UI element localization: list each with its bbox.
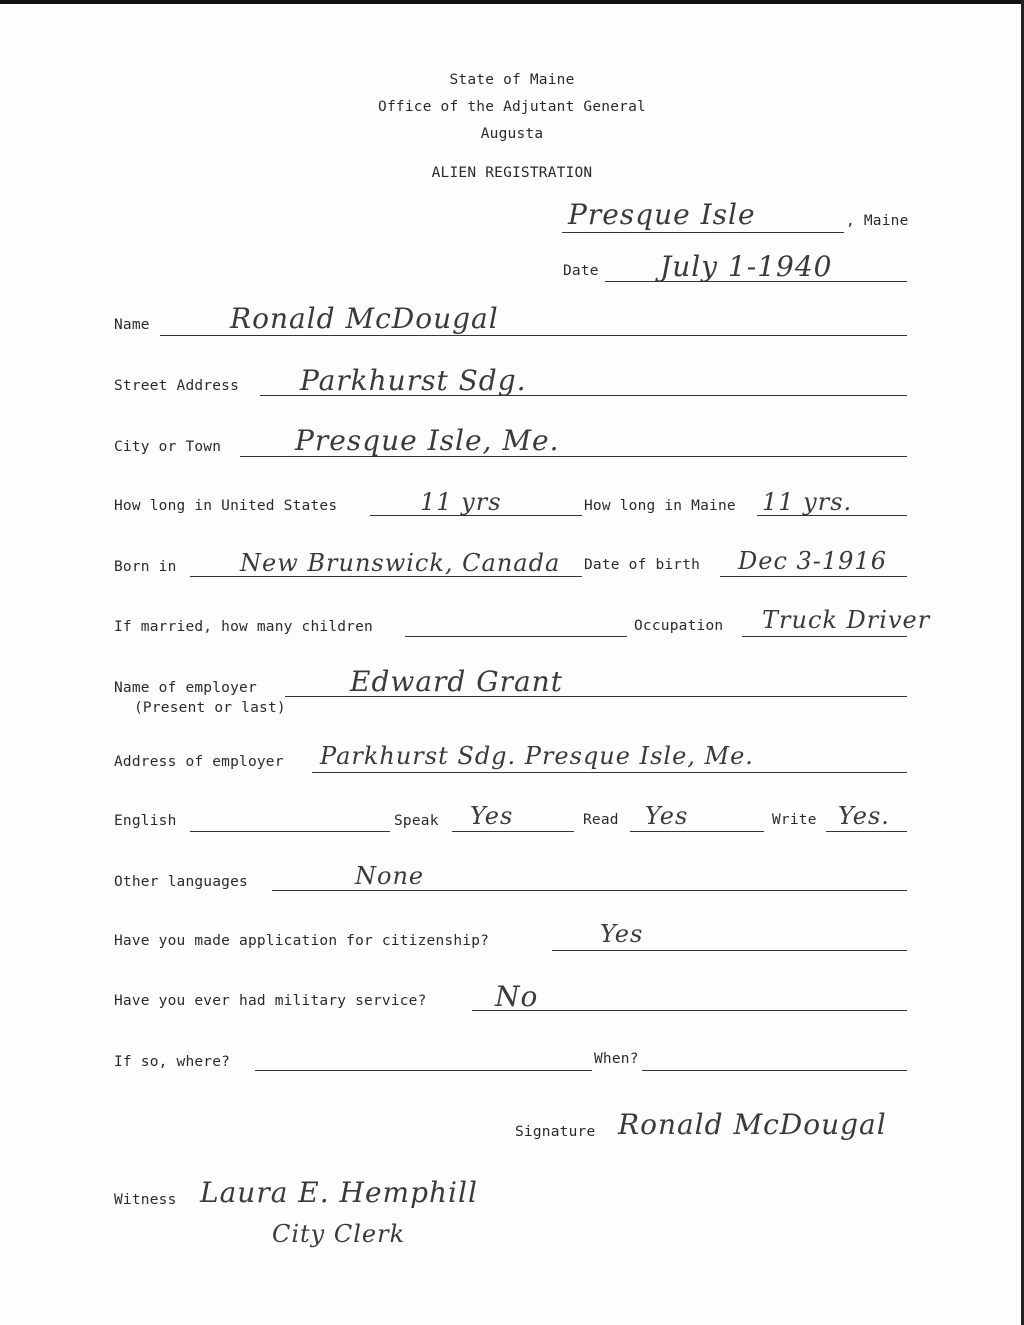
read-line — [630, 831, 764, 832]
speak-value: Yes — [470, 802, 514, 830]
citizenship-line — [552, 950, 907, 951]
how-long-maine-label: How long in Maine — [584, 498, 736, 514]
other-languages-label: Other languages — [114, 874, 248, 890]
read-value: Yes — [645, 802, 689, 830]
occupation-line — [742, 636, 907, 637]
how-long-maine-value: 11 yrs. — [762, 488, 853, 516]
how-long-us-value: 11 yrs — [420, 488, 502, 516]
write-label: Write — [772, 812, 817, 828]
employer-name-line — [285, 696, 907, 697]
how-long-us-label: How long in United States — [114, 498, 338, 514]
occupation-label: Occupation — [634, 618, 724, 634]
form-title: ALIEN REGISTRATION — [431, 165, 593, 181]
street-address-value: Parkhurst Sdg. — [300, 364, 527, 397]
city-label: City or Town — [114, 439, 222, 455]
signature-label: Signature — [515, 1124, 596, 1140]
date-of-birth-label: Date of birth — [584, 557, 701, 573]
born-in-label: Born in — [114, 559, 177, 575]
how-long-maine-line — [757, 515, 907, 516]
english-label: English — [114, 813, 177, 829]
english-line — [190, 831, 390, 832]
place-suffix: , Maine — [846, 213, 909, 229]
name-value: Ronald McDougal — [230, 302, 499, 335]
citizenship-value: Yes — [600, 920, 644, 948]
military-value: No — [495, 980, 539, 1013]
employer-address-line — [312, 772, 907, 773]
header-office: Office of the Adjutant General — [378, 99, 646, 115]
born-in-value: New Brunswick, Canada — [240, 549, 561, 577]
city-line — [240, 456, 907, 457]
employer-name-label: Name of employer — [114, 680, 257, 696]
witness-value: Laura E. Hemphill — [200, 1176, 478, 1209]
how-long-us-line — [370, 515, 582, 516]
when-label: When? — [594, 1051, 639, 1067]
employer-name-sublabel: (Present or last) — [134, 700, 286, 716]
when-line — [642, 1070, 907, 1071]
name-line — [160, 335, 907, 336]
witness-title: City Clerk — [272, 1220, 406, 1248]
where-label: If so, where? — [114, 1054, 231, 1070]
write-value: Yes. — [838, 802, 890, 830]
children-label: If married, how many children — [114, 619, 373, 635]
military-line — [472, 1010, 907, 1011]
speak-line — [452, 831, 574, 832]
date-of-birth-value: Dec 3-1916 — [738, 547, 887, 575]
children-line — [405, 636, 627, 637]
other-languages-line — [272, 890, 907, 891]
city-value: Presque Isle, Me. — [295, 424, 560, 457]
citizenship-label: Have you made application for citizenship? — [114, 933, 490, 949]
header-state: State of Maine — [449, 72, 575, 88]
where-line — [255, 1070, 592, 1071]
employer-address-value: Parkhurst Sdg. Presque Isle, Me. — [320, 742, 754, 770]
scan-edge-top — [0, 0, 1024, 4]
place-value: Presque Isle — [568, 198, 756, 231]
date-value: July 1-1940 — [660, 250, 833, 283]
signature-value: Ronald McDougal — [618, 1108, 887, 1141]
name-label: Name — [114, 317, 150, 333]
date-of-birth-line — [720, 576, 907, 577]
employer-address-label: Address of employer — [114, 754, 284, 770]
write-line — [826, 831, 907, 832]
read-label: Read — [583, 812, 619, 828]
other-languages-value: None — [355, 862, 425, 890]
witness-label: Witness — [114, 1192, 177, 1208]
street-address-line — [260, 395, 907, 396]
born-in-line — [190, 576, 582, 577]
date-line — [605, 281, 907, 282]
military-label: Have you ever had military service? — [114, 993, 427, 1009]
street-address-label: Street Address — [114, 378, 240, 394]
place-line — [562, 232, 844, 233]
date-label: Date — [563, 263, 599, 279]
employer-name-value: Edward Grant — [350, 665, 563, 698]
speak-label: Speak — [394, 813, 439, 829]
occupation-value: Truck Driver — [762, 606, 931, 634]
header-city: Augusta — [480, 126, 544, 142]
